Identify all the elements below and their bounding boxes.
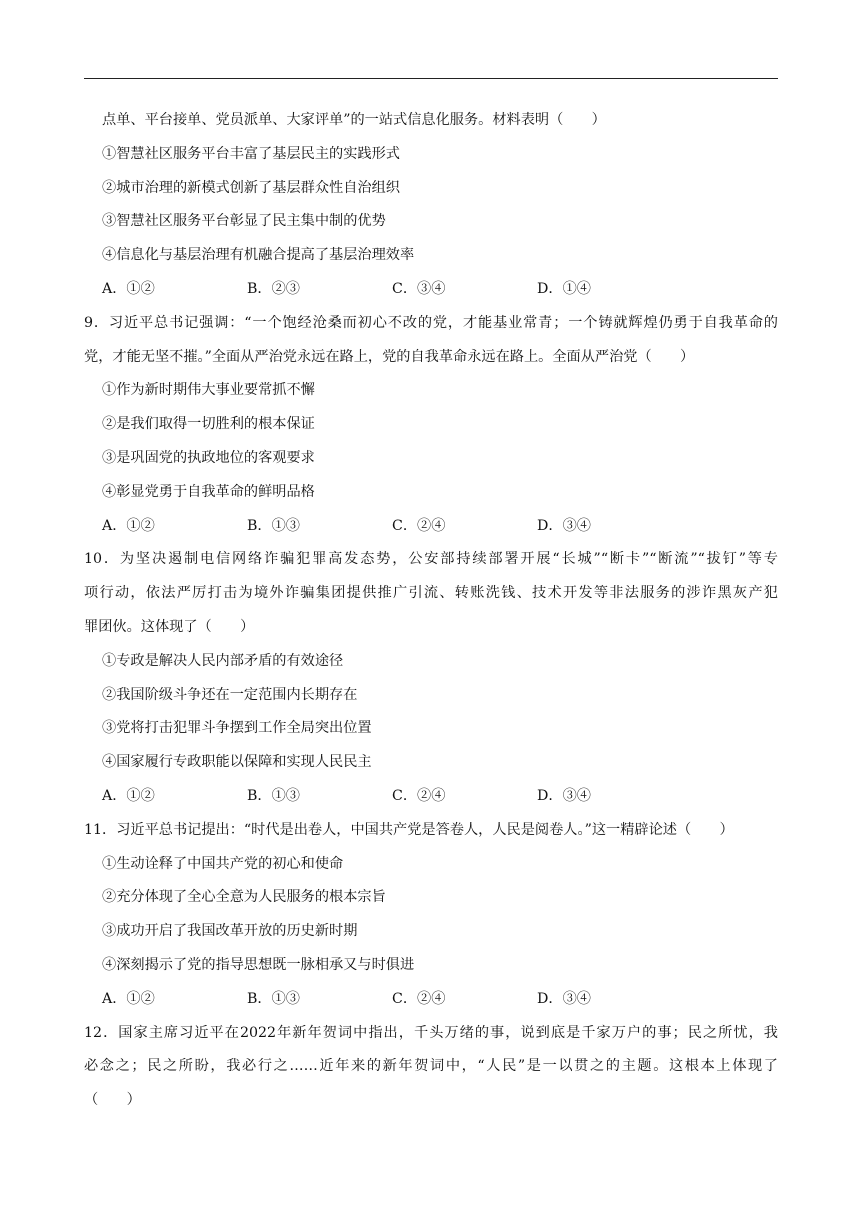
q11-stem-line-1: 11．习近平总书记提出：“时代是出卷人，中国共产党是答卷人，人民是阅卷人。”这一精辟论述（ ） xyxy=(84,821,734,838)
q8-stem-tail: 点单、平台接单、党员派单、大家评单”的一站式信息化服务。材料表明（ ） xyxy=(102,112,606,128)
q10-option-3: ③党将打击犯罪斗争摆到工作全局突出位置 xyxy=(102,720,372,737)
q12-stem-line-2: 必念之；民之所盼，我必行之……近年来的新年贺词中，“人民”是一以贯之的主题。这根本上体现了 xyxy=(84,1058,778,1075)
q9-option-1: ①作为新时期伟大事业要常抓不懈 xyxy=(102,382,315,399)
q10-stem-line-2: 项行动，依法严厉打击为境外诈骗集团提供推广引流、转账洗钱、技术开发等非法服务的涉诈黑灰产犯 xyxy=(84,585,778,602)
header-rule xyxy=(84,78,778,79)
q8-choice-c: C．③④ xyxy=(392,280,446,297)
q9-choice-b: B．①③ xyxy=(247,517,300,534)
q11-choices xyxy=(102,983,778,1017)
q8-choices xyxy=(102,273,778,307)
q9-choice-a: A．①② xyxy=(102,517,155,534)
q8-option-1: ①智慧社区服务平台丰富了基层民主的实践形式 xyxy=(102,145,400,162)
q10-option-2: ②我国阶级斗争还在一定范围内长期存在 xyxy=(102,686,358,703)
q9-option-3: ③是巩固党的执政地位的客观要求 xyxy=(102,449,315,466)
q11-choice-d: D．③④ xyxy=(537,990,591,1007)
q8-option-4: ④信息化与基层治理有机融合提高了基层治理效率 xyxy=(102,247,415,264)
q12-stem-line-3: （ ） xyxy=(84,1092,141,1109)
q10-choice-d: D．③④ xyxy=(537,787,591,804)
q11-choice-b: B．①③ xyxy=(247,990,300,1007)
q12-stem-line-1: 12．国家主席习近平在2022年新年贺词中指出，千头万绪的事，说到底是千家万户的事；民之所忧，我 xyxy=(84,1024,778,1041)
q9-option-2: ②是我们取得一切胜利的根本保证 xyxy=(102,416,315,433)
q9-choices xyxy=(102,510,778,544)
q11-choice-c: C．②④ xyxy=(392,990,446,1007)
q10-choices xyxy=(102,780,778,814)
q9-stem-line-1: 9．习近平总书记强调：“一个饱经沧桑而初心不改的党，才能基业常青；一个铸就辉煌仍勇于自我革命的 xyxy=(84,314,778,331)
q8-option-2: ②城市治理的新模式创新了基层群众性自治组织 xyxy=(102,179,400,196)
q11-option-4: ④深刻揭示了党的指导思想既一脉相承又与时俱进 xyxy=(102,956,415,973)
q10-option-1: ①专政是解决人民内部矛盾的有效途径 xyxy=(102,652,344,669)
exam-content xyxy=(84,104,778,1118)
q8-choice-b: B．②③ xyxy=(247,280,300,297)
q10-stem-line-3: 罪团伙。这体现了（ ） xyxy=(84,618,255,635)
q11-option-1: ①生动诠释了中国共产党的初心和使命 xyxy=(102,855,344,872)
q10-choice-a: A．①② xyxy=(102,787,155,804)
q10-stem-line-1: 10．为坚决遏制电信网络诈骗犯罪高发态势，公安部持续部署开展“长城”“断卡”“断流”“拔钉”等专 xyxy=(84,551,778,568)
q11-choice-a: A．①② xyxy=(102,990,155,1007)
q10-option-4: ④国家履行专政职能以保障和实现人民民主 xyxy=(102,754,372,771)
q9-choice-c: C．②④ xyxy=(392,517,446,534)
q10-choice-c: C．②④ xyxy=(392,787,446,804)
q8-option-3: ③智慧社区服务平台彰显了民主集中制的优势 xyxy=(102,213,386,230)
q9-option-4: ④彰显党勇于自我革命的鲜明品格 xyxy=(102,483,315,500)
q9-choice-d: D．③④ xyxy=(537,517,591,534)
q11-option-3: ③成功开启了我国改革开放的历史新时期 xyxy=(102,923,358,940)
q9-stem-line-2: 党，才能无坚不摧。”全面从严治党永远在路上，党的自我革命永远在路上。全面从严治党（ ） xyxy=(84,348,695,365)
q11-option-2: ②充分体现了全心全意为人民服务的根本宗旨 xyxy=(102,889,386,906)
q8-choice-a: A．①② xyxy=(102,280,155,297)
q10-choice-b: B．①③ xyxy=(247,787,300,804)
q8-choice-d: D．①④ xyxy=(537,280,591,297)
